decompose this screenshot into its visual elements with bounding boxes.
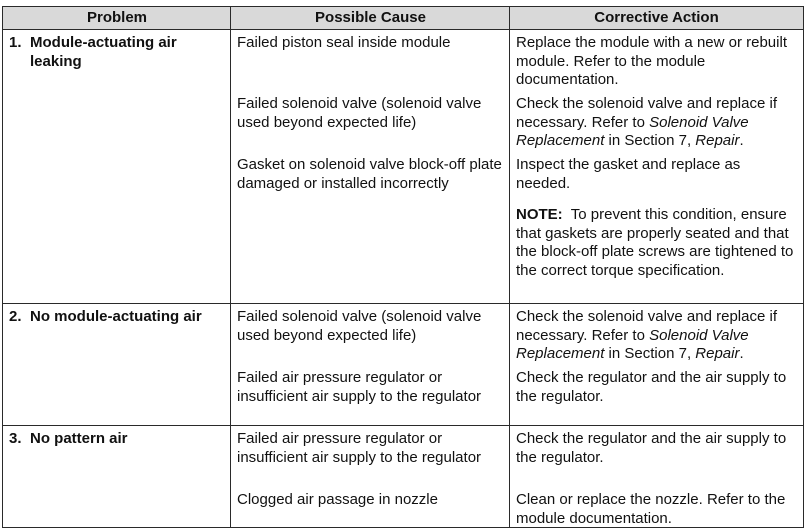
note-text: To prevent this condition, ensure that gaskets are properly seated and that the block-off plate screws are tightened to the correct torque specification. [516,206,794,279]
possible-cause: Clogged air passage in nozzle [237,491,438,508]
table-row-problem [9,34,224,71]
corrective-action: Inspect the gasket and replace as needed. [516,156,741,192]
header-corrective-action: Corrective Action [594,9,719,26]
possible-cause: Gasket on solenoid valve block-off plate damaged or installed incorrectly [237,156,502,192]
problem-text: No pattern air [30,430,128,447]
problem-number: 2. [9,308,22,325]
header-problem: Problem [86,9,147,26]
possible-cause: Failed air pressure regulator or insufficient air supply to the regulator [237,369,482,405]
possible-cause: Failed air pressure regulator or insufficient air supply to the regulator [237,430,482,466]
corrective-action: Check the regulator and the air supply to the regulator. [516,430,787,466]
table-row-problem [9,308,224,327]
problem-text: Module-actuating air leaking [30,34,177,70]
row-divider [3,425,803,426]
corrective-action: Check the regulator and the air supply to the regulator. [516,369,787,405]
problem-text: No module-actuating air [30,308,202,325]
problem-number: 1. [9,34,22,51]
row-divider [3,303,803,304]
problem-number: 3. [9,430,22,447]
corrective-action: Check the solenoid valve and replace if necessary. Refer to Solenoid Valve Replacement in Section 7, Repair. [516,308,777,363]
note-block [516,206,798,280]
troubleshooting-table [2,6,804,528]
possible-cause: Failed piston seal inside module [237,34,451,51]
possible-cause: Failed solenoid valve (solenoid valve used beyond expected life) [237,95,482,131]
note-label: NOTE: [516,206,563,223]
table-header [3,7,803,30]
corrective-action: Check the solenoid valve and replace if necessary. Refer to Solenoid Valve Replacement in Section 7, Repair. [516,95,777,150]
header-possible-cause: Possible Cause [315,9,426,26]
corrective-action: Replace the module with a new or rebuilt module. Refer to the module documentation. [516,34,787,89]
possible-cause: Failed solenoid valve (solenoid valve used beyond expected life) [237,308,482,344]
column-divider [230,7,231,527]
corrective-action: Clean or replace the nozzle. Refer to the module documentation. [516,491,786,527]
table-row-problem [9,430,224,449]
column-divider [509,7,510,527]
